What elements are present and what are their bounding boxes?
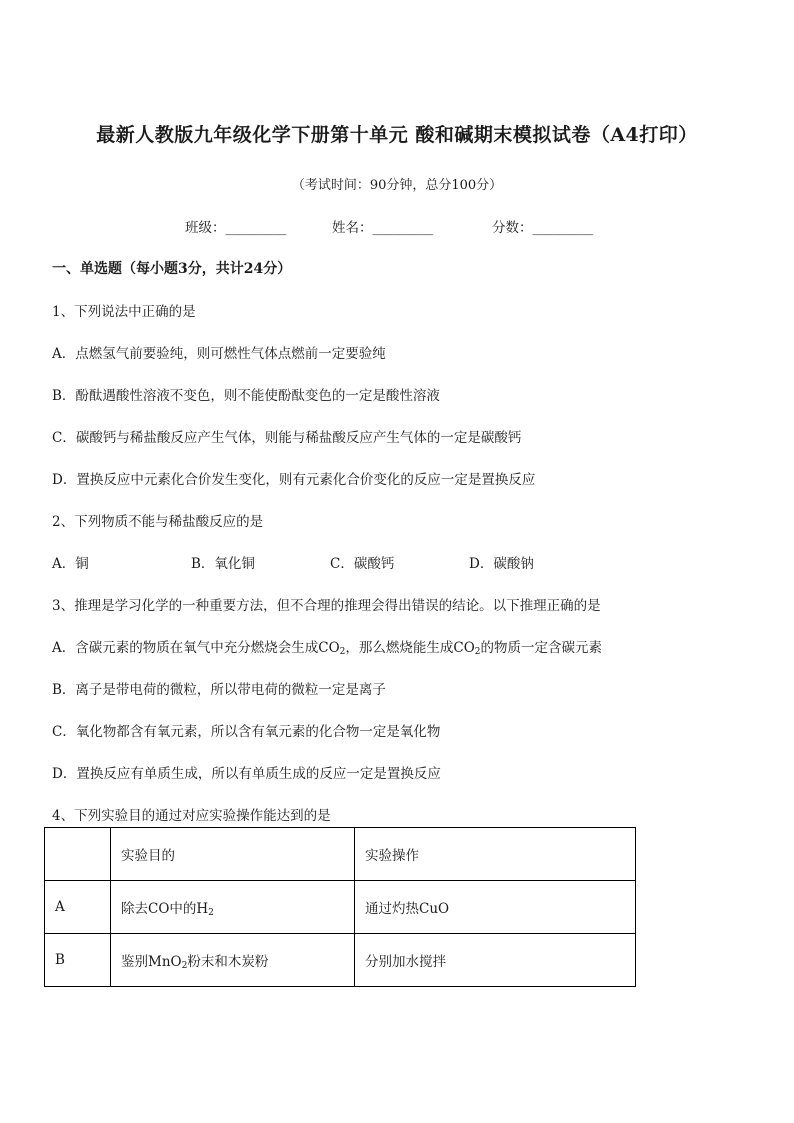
row-a-label: A	[45, 881, 111, 934]
question-3-option-b: B．离子是带电荷的微粒，所以带电荷的微粒一定是离子	[52, 682, 386, 698]
question-3-option-c: C．氧化物都含有氧元素，所以含有氧元素的化合物一定是氧化物	[52, 724, 441, 740]
row-b-label: B	[45, 934, 111, 987]
question-3-option-d: D．置换反应有单质生成，所以有单质生成的反应一定是置换反应	[52, 766, 441, 782]
question-3-option-a	[52, 636, 602, 656]
class-field: 班级：_________	[185, 220, 287, 236]
table-row	[45, 881, 636, 934]
q3a-text-3: 的物质一定含碳元素	[480, 640, 603, 656]
question-2-option-c: C．碳酸钙	[330, 556, 395, 572]
question-1-option-b: B．酚酞遇酸性溶液不变色，则不能使酚酞变色的一定是酸性溶液	[52, 388, 440, 404]
question-2-option-d: D．碳酸钠	[469, 556, 534, 572]
question-4-stem: 4、下列实验目的通过对应实验操作能达到的是	[52, 808, 331, 824]
q3a-text-2: ，那么燃烧能生成CO	[345, 640, 475, 656]
table-header-cell-1	[45, 828, 111, 881]
row-b-operation: 分别加水搅拌	[355, 934, 636, 987]
row-b-purpose-subscript: 2	[181, 961, 188, 971]
table-header-operation: 实验操作	[355, 828, 636, 881]
table-row	[45, 934, 636, 987]
question-1-option-c: C．碳酸钙与稀盐酸反应产生气体，则能与稀盐酸反应产生气体的一定是碳酸钙	[52, 430, 522, 446]
experiment-table	[44, 827, 636, 987]
q3a-subscript-2: 2	[474, 647, 481, 657]
question-1-option-d: D．置换反应中元素化合价发生变化，则有元素化合价变化的反应一定是置换反应	[52, 472, 536, 488]
row-b-purpose-post: 粉末和木炭粉	[187, 954, 269, 970]
question-1-option-a: A．点燃氢气前要验纯，则可燃性气体点燃前一定要验纯	[52, 346, 386, 362]
exam-title: 最新人教版九年级化学下册第十单元 酸和碱期末模拟试卷（A4打印）	[96, 124, 698, 146]
q3a-subscript-1: 2	[339, 647, 346, 657]
row-a-operation: 通过灼热CuO	[355, 881, 636, 934]
question-3-stem: 3、推理是学习化学的一种重要方法，但不合理的推理会得出错误的结论。以下推理正确的是	[52, 598, 601, 614]
q3a-text-1: A．含碳元素的物质在氧气中充分燃烧会生成CO	[52, 640, 340, 656]
exam-time-info: （考试时间：90分钟，总分100分）	[291, 178, 503, 193]
row-b-purpose	[111, 934, 355, 987]
row-a-purpose	[111, 881, 355, 934]
name-field: 姓名：_________	[332, 220, 434, 236]
table-header-purpose: 实验目的	[111, 828, 355, 881]
section-heading: 一、单选题（每小题3分，共计24分）	[52, 261, 292, 277]
score-field: 分数：_________	[492, 220, 594, 236]
question-2-option-b: B．氧化铜	[191, 556, 255, 572]
table-header-row	[45, 828, 636, 881]
row-b-purpose-pre: 鉴别MnO	[121, 954, 182, 970]
question-1-stem: 1、下列说法中正确的是	[52, 304, 196, 320]
row-a-purpose-text: 除去CO中的H	[121, 901, 209, 917]
row-a-purpose-subscript: 2	[208, 908, 214, 918]
question-2-option-a: A．铜	[52, 556, 89, 572]
question-2-stem: 2、下列物质不能与稀盐酸反应的是	[52, 514, 264, 530]
